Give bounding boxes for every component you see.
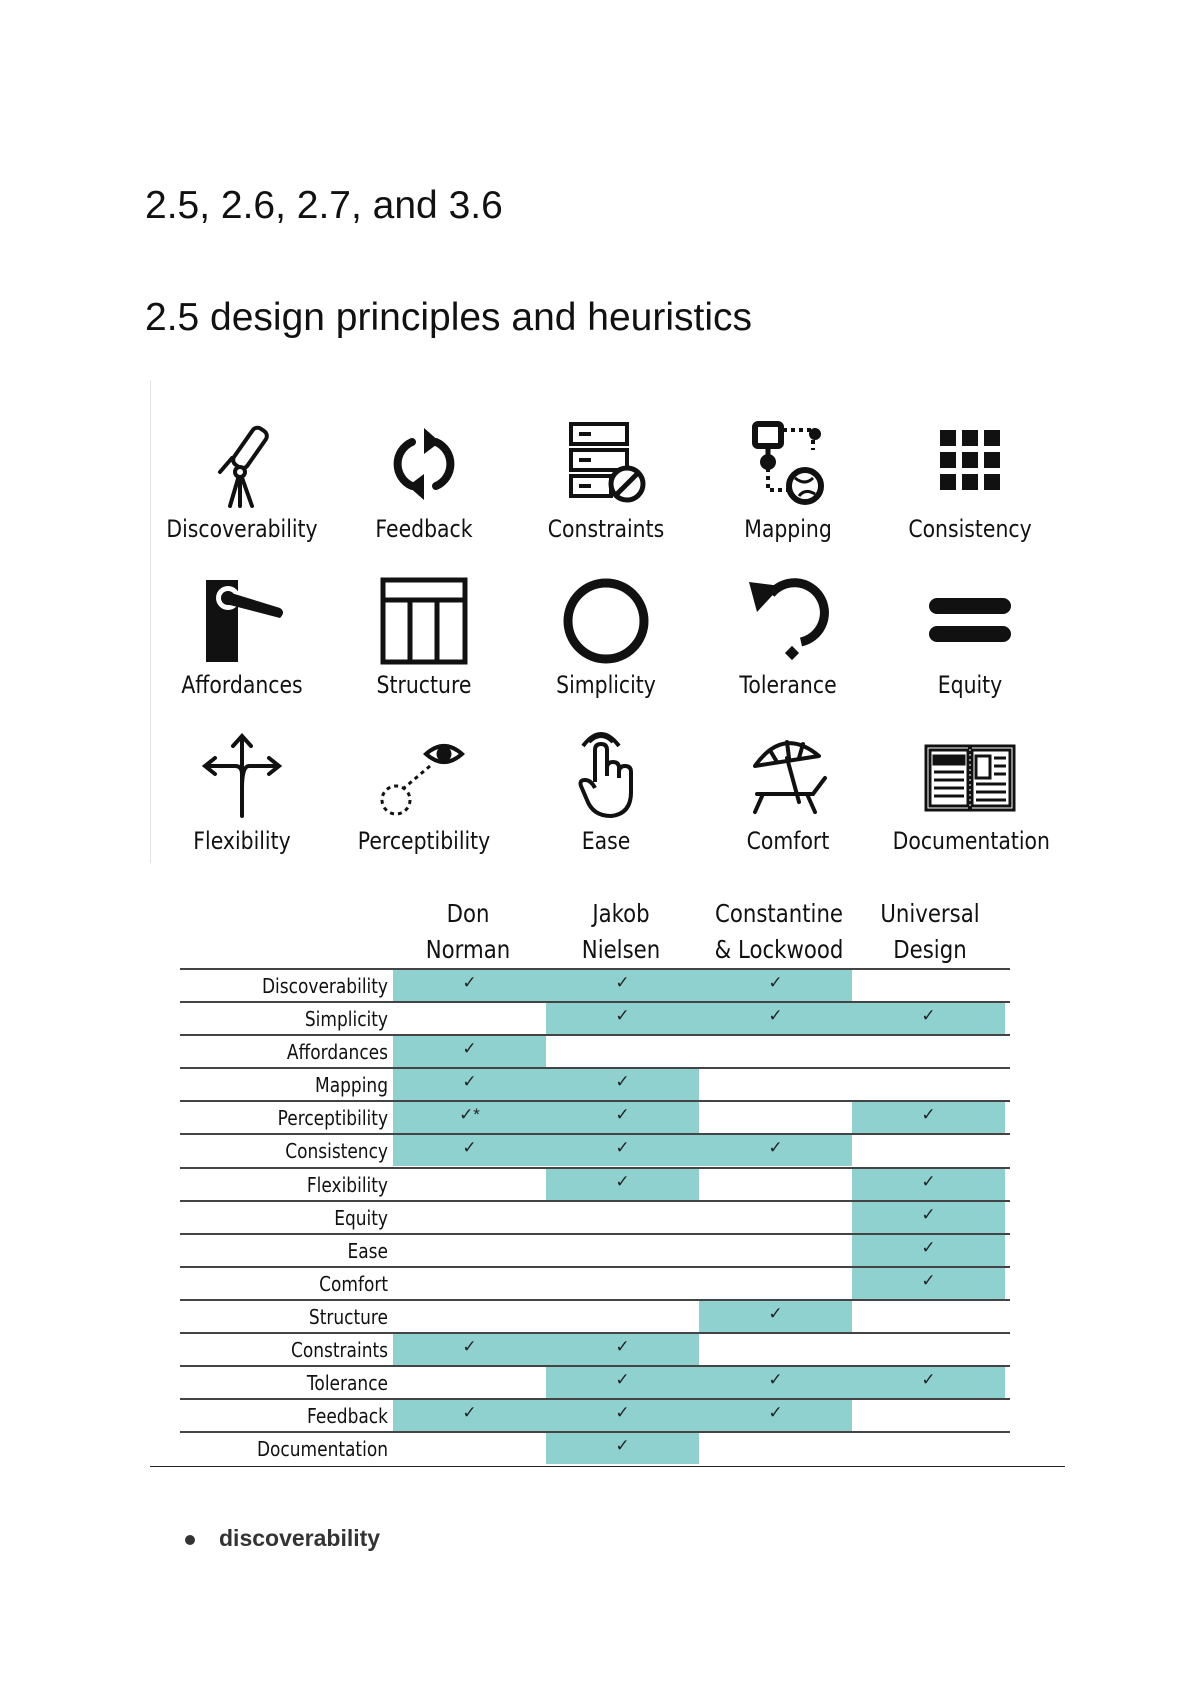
- row-label: Tolerance: [306, 1371, 388, 1396]
- column-header-line: Jakob: [592, 899, 650, 928]
- table-cell: [852, 1135, 1005, 1166]
- principle-label: Equity: [937, 671, 1003, 699]
- table-bottom-rule: [150, 1466, 1065, 1467]
- principle-label: Discoverability: [166, 515, 318, 543]
- table-cell: ✓: [699, 1301, 852, 1332]
- table-cell: ✓: [546, 1003, 699, 1034]
- table-cell: [546, 1268, 699, 1299]
- table-cell: [852, 1334, 1005, 1365]
- table-cell: ✓: [699, 1367, 852, 1398]
- table-cell: ✓: [546, 1433, 699, 1464]
- table-cell: ✓: [393, 1334, 546, 1365]
- table-cell: [393, 1235, 546, 1266]
- table-cell: ✓: [852, 1169, 1005, 1200]
- table-cell: [699, 1036, 852, 1067]
- table-row: [180, 1299, 1010, 1332]
- principle-affordances: [151, 576, 333, 726]
- table-cell: [852, 1400, 1005, 1431]
- principle-label: Ease: [581, 827, 631, 855]
- table-cell: [393, 1003, 546, 1034]
- table-row: [180, 1332, 1010, 1365]
- principle-constraints: [515, 420, 697, 570]
- table-cell: ✓: [852, 1202, 1005, 1233]
- table-row: [180, 1365, 1010, 1398]
- table-row: [180, 1233, 1010, 1266]
- table-row: [180, 1200, 1010, 1233]
- principle-label: Comfort: [746, 827, 830, 855]
- principle-consistency: [879, 420, 1061, 570]
- circle-icon: [561, 576, 651, 666]
- column-header-universal: [866, 896, 994, 968]
- column-header-line: Universal: [880, 899, 980, 928]
- bullet-item-discoverability: discoverability: [219, 1525, 381, 1551]
- section-heading: 2.5 design principles and heuristics: [145, 296, 753, 339]
- table-cell: [852, 1433, 1005, 1464]
- table-cell: [393, 1367, 546, 1398]
- table-cell: [699, 1069, 852, 1100]
- door-handle-icon: [192, 576, 292, 666]
- table-cell: ✓: [852, 1268, 1005, 1299]
- principle-simplicity: [515, 576, 697, 726]
- table-cell: [852, 970, 1005, 1001]
- column-header-line: Design: [893, 935, 967, 964]
- principles-comparison-table: [180, 968, 1010, 1464]
- row-label: Discoverability: [261, 974, 388, 998]
- grid-squares-icon: [930, 420, 1010, 510]
- cycle-arrows-icon: [384, 420, 464, 510]
- table-cell: [852, 1301, 1005, 1332]
- table-row: [180, 1100, 1010, 1133]
- table-cell: ✓: [393, 1400, 546, 1431]
- table-cell: ✓: [852, 1367, 1005, 1398]
- branching-arrows-icon: [197, 732, 287, 822]
- table-cell: ✓: [699, 1003, 852, 1034]
- open-book-icon: [920, 732, 1020, 822]
- principle-label: Affordances: [181, 671, 303, 699]
- principles-icon-grid: [150, 380, 1081, 863]
- table-cell: [393, 1433, 546, 1464]
- table-row: [180, 1133, 1010, 1166]
- table-cell: ✓: [852, 1102, 1005, 1133]
- blocked-stack-icon: [561, 420, 651, 510]
- column-header-nielsen: [557, 896, 685, 968]
- row-label: Perceptibility: [277, 1106, 388, 1131]
- principle-equity: [879, 576, 1061, 726]
- principle-label: Mapping: [744, 515, 832, 543]
- principle-documentation: [879, 732, 1061, 882]
- table-row: [180, 1266, 1010, 1299]
- row-label: Ease: [347, 1238, 388, 1263]
- table-cell: ✓: [393, 1036, 546, 1067]
- telescope-icon: [202, 420, 282, 510]
- equals-icon: [925, 576, 1015, 666]
- row-label: Simplicity: [304, 1007, 388, 1032]
- table-cell: [546, 1235, 699, 1266]
- principle-mapping: [697, 420, 879, 570]
- table-cell: [699, 1235, 852, 1266]
- column-header-line: Norman: [425, 935, 511, 964]
- undo-arrow-icon: [743, 576, 833, 666]
- table-cell: [393, 1202, 546, 1233]
- table-cell: [393, 1169, 546, 1200]
- mapping-nodes-icon: [743, 420, 833, 510]
- beach-chair-icon: [743, 732, 833, 822]
- table-cell: [852, 1069, 1005, 1100]
- principle-feedback: [333, 420, 515, 570]
- table-cell: ✓: [546, 1367, 699, 1398]
- principle-label: Feedback: [375, 515, 473, 543]
- principle-comfort: [697, 732, 879, 882]
- table-cell: ✓: [699, 1400, 852, 1431]
- table-cell: [393, 1268, 546, 1299]
- page-title: 2.5, 2.6, 2.7, and 3.6: [145, 184, 503, 227]
- table-cell: ✓: [546, 1102, 699, 1133]
- principle-ease: [515, 732, 697, 882]
- table-cell: ✓: [699, 1135, 852, 1166]
- table-cell: ✓: [546, 1400, 699, 1431]
- column-header-line: Constantine: [715, 899, 843, 928]
- table-cell: ✓: [546, 1069, 699, 1100]
- column-header-constantine: [711, 896, 847, 968]
- table-cell: ✓: [546, 970, 699, 1001]
- table-cell: ✓: [546, 1135, 699, 1166]
- row-label: Feedback: [307, 1404, 388, 1429]
- principle-label: Perceptibility: [357, 827, 491, 855]
- table-row: [180, 1398, 1010, 1431]
- table-cell: ✓*: [393, 1102, 546, 1133]
- principle-label: Tolerance: [739, 671, 837, 699]
- principle-perceptibility: [333, 732, 515, 882]
- table-cell: [546, 1036, 699, 1067]
- row-label: Structure: [308, 1304, 388, 1329]
- table-row: [180, 1431, 1010, 1464]
- table-cell: [699, 1169, 852, 1200]
- table-cell: ✓: [393, 1135, 546, 1166]
- row-label: Mapping: [315, 1073, 388, 1098]
- table-row: [180, 1067, 1010, 1100]
- table-cell: [699, 1202, 852, 1233]
- row-label: Consistency: [285, 1139, 388, 1164]
- row-label: Equity: [334, 1205, 388, 1230]
- table-cell: ✓: [393, 1069, 546, 1100]
- table-cell: [699, 1102, 852, 1133]
- row-label: Constraints: [290, 1338, 388, 1363]
- table-cell: ✓: [699, 970, 852, 1001]
- table-cell: [546, 1301, 699, 1332]
- columns-table-icon: [379, 576, 469, 666]
- table-cell: ✓: [852, 1003, 1005, 1034]
- column-header-norman: [404, 896, 532, 968]
- principle-label: Constraints: [547, 515, 665, 543]
- table-cell: ✓: [852, 1235, 1005, 1266]
- row-label: Flexibility: [306, 1172, 388, 1197]
- table-cell: ✓: [546, 1169, 699, 1200]
- table-row: [180, 968, 1010, 1001]
- principle-structure: [333, 576, 515, 726]
- eye-path-icon: [374, 732, 474, 822]
- table-row: [180, 1001, 1010, 1034]
- row-label: Affordances: [286, 1040, 388, 1065]
- pointing-hand-icon: [561, 732, 651, 822]
- column-header-line: Don: [446, 899, 490, 928]
- principle-tolerance: [697, 576, 879, 726]
- table-row: [180, 1167, 1010, 1200]
- table-cell: ✓: [546, 1334, 699, 1365]
- principle-label: Simplicity: [556, 671, 656, 699]
- principle-discoverability: [151, 420, 333, 570]
- column-header-line: Nielsen: [581, 935, 661, 964]
- table-cell: [699, 1268, 852, 1299]
- principle-label: Flexibility: [193, 827, 291, 855]
- table-cell: [699, 1334, 852, 1365]
- row-label: Comfort: [319, 1271, 388, 1296]
- principle-label: Structure: [376, 671, 472, 699]
- table-cell: [393, 1301, 546, 1332]
- principle-label: Consistency: [908, 515, 1032, 543]
- principle-label: Documentation: [892, 827, 1050, 855]
- table-cell: ✓: [393, 970, 546, 1001]
- row-label: Documentation: [256, 1437, 388, 1462]
- table-row: [180, 1034, 1010, 1067]
- table-cell: [546, 1202, 699, 1233]
- table-cell: [699, 1433, 852, 1464]
- column-header-line: & Lockwood: [714, 935, 844, 964]
- principle-flexibility: [151, 732, 333, 882]
- table-cell: [852, 1036, 1005, 1067]
- bullet-dot: [185, 1535, 195, 1545]
